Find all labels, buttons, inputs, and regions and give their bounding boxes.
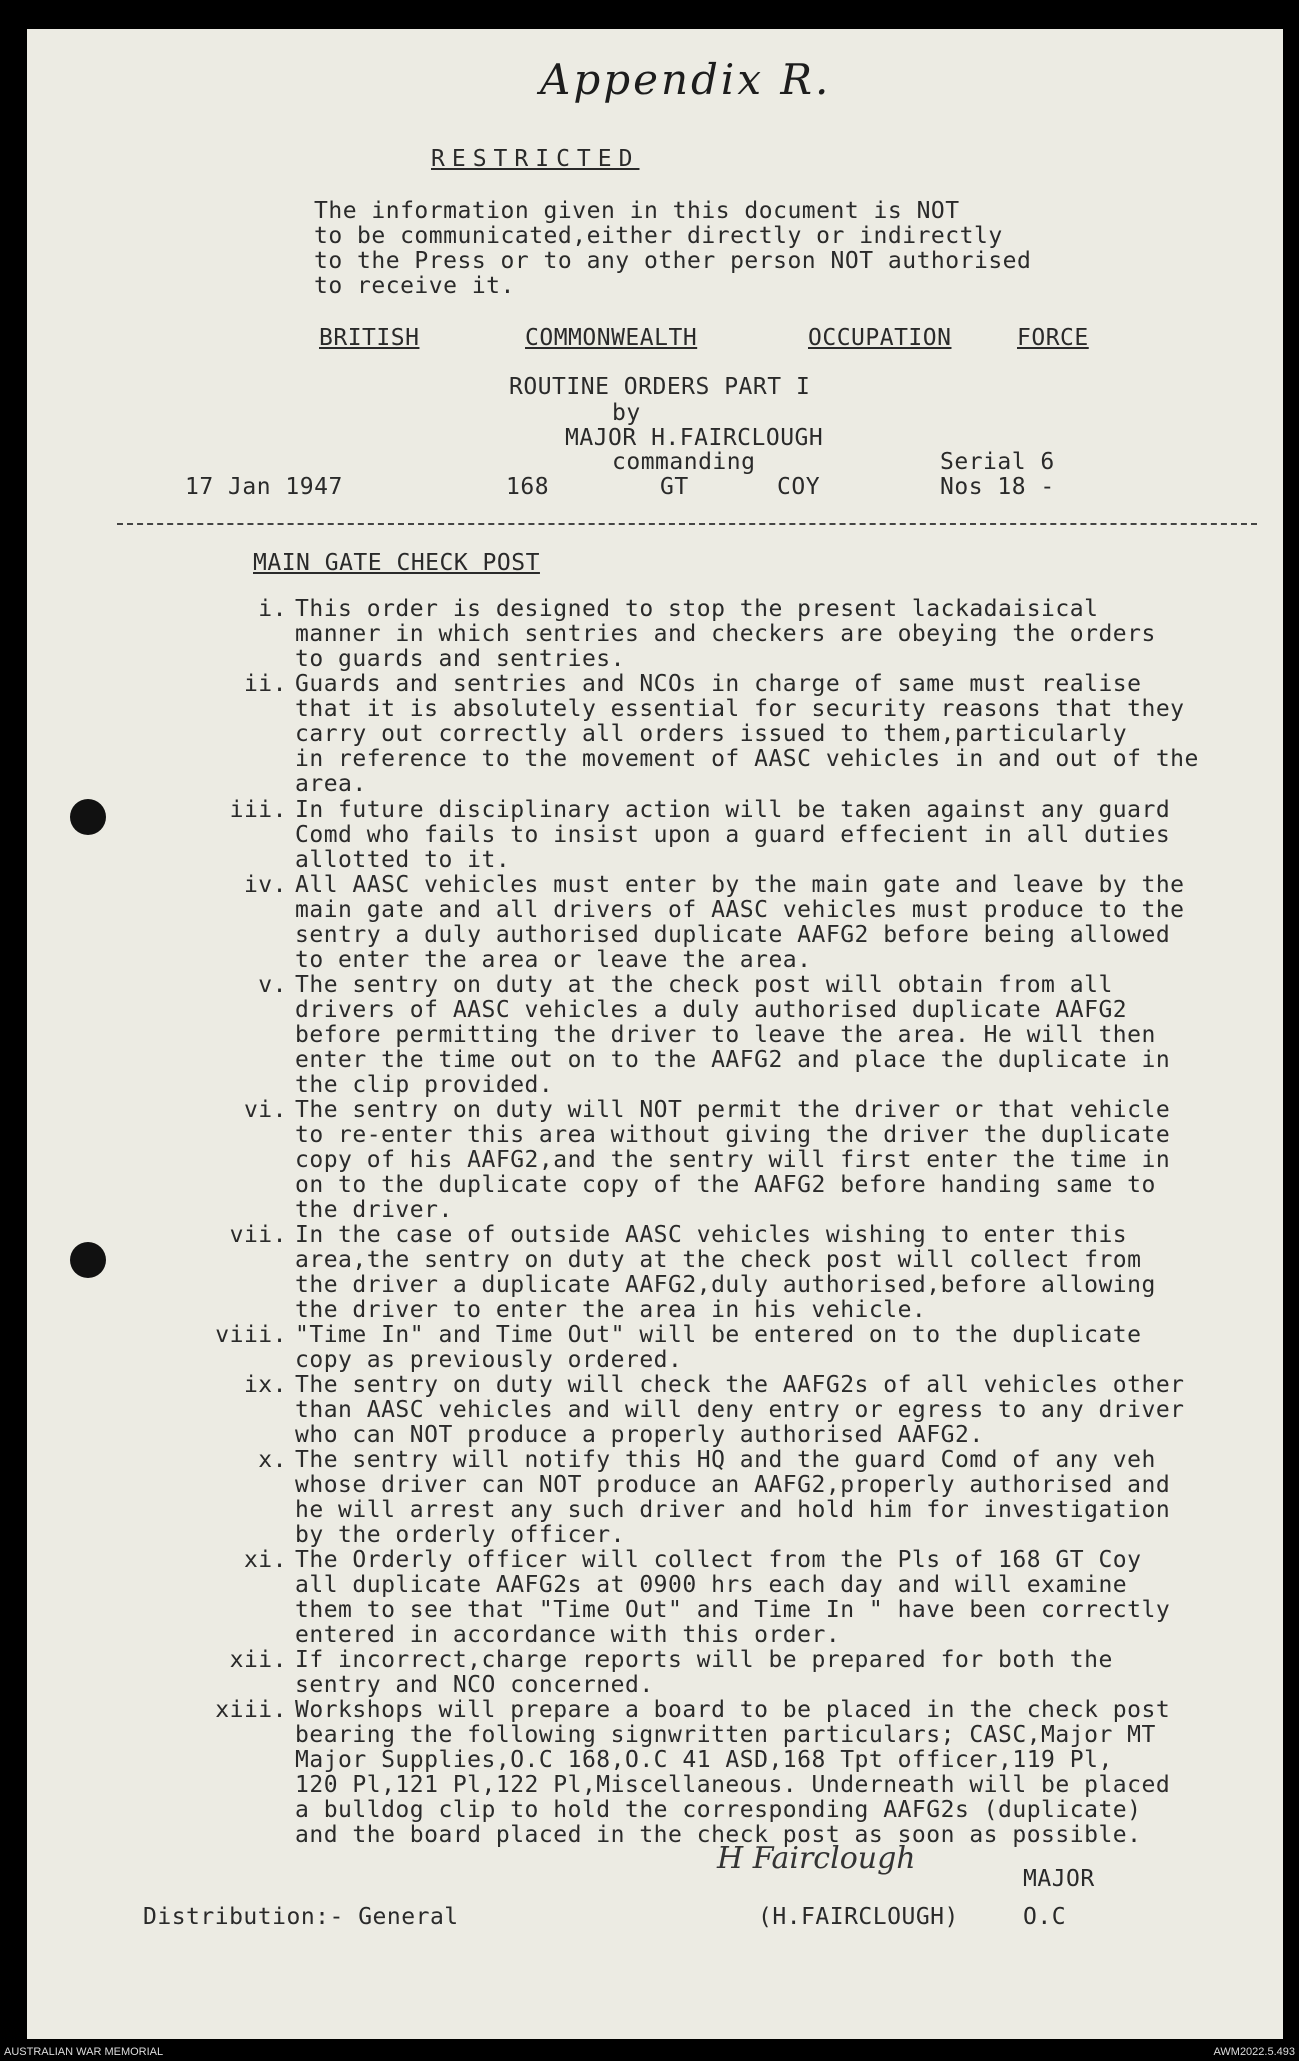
item-text: "Time In" and Time Out" will be entered on to the duplicate copy as previously ordered. (295, 1322, 1142, 1373)
distribution-line: Distribution:- General (143, 1904, 459, 1930)
item-number: xi. (243, 1547, 287, 1573)
item-number: iii. (229, 797, 287, 823)
unit-coy: COY (777, 474, 821, 500)
notice-line-1: The information given in this document is NOT (314, 198, 960, 224)
item-number: iv. (243, 872, 287, 898)
item-text: The sentry on duty will NOT permit the driver or that vehicle to re-enter this area without giving the driver the duplicate copy of his AAFG2,and the sentry will first enter the time in on to the duplicate copy of the AAFG2 before handing same to the driver. (295, 1097, 1171, 1223)
archive-reference: AWM2022.5.493 (1213, 2046, 1295, 2058)
notice-line-2: to be communicated,either directly or indirectly (314, 223, 1003, 249)
force-word-british: BRITISH (319, 325, 420, 351)
item-text: Guards and sentries and NCOs in charge of same must realise that it is absolutely essential for security reasons that they carry out correctly all orders issued to them,particularly in reference to the movement of AASC vehicles in and out of the area. (295, 671, 1199, 797)
item-text: Workshops will prepare a board to be placed in the check post bearing the following signwritten particulars; CASC,Major MT Major Supplies,O.C 168,O.C 41 ASD,168 Tpt officer,119 Pl, 120 Pl,121 Pl,122 Pl,Miscellaneous. Underneath will be placed a bulldog clip to hold the corresponding AAFG2s (duplicate) and the board placed in the check post as soon as possible. (295, 1697, 1171, 1848)
punch-hole-top (70, 799, 106, 835)
archive-credit: AUSTRALIAN WAR MEMORIAL (4, 2046, 164, 2058)
item-number: x. (258, 1447, 287, 1473)
signature-appointment: O.C (1023, 1904, 1067, 1930)
orders-commanding: commanding (612, 449, 756, 475)
header-divider (117, 523, 1257, 525)
orders-officer: MAJOR H.FAIRCLOUGH (565, 425, 824, 451)
document-page (27, 29, 1283, 2039)
item-number: vi. (243, 1097, 287, 1123)
item-number: vii. (229, 1222, 287, 1248)
item-number: xii. (229, 1647, 287, 1673)
item-number: ix. (243, 1372, 287, 1398)
serial-number: Serial 6 (940, 449, 1055, 475)
order-date: 17 Jan 1947 (185, 474, 343, 500)
orders-by: by (612, 400, 641, 426)
signature-name: (H.FAIRCLOUGH) (758, 1904, 959, 1930)
section-title: MAIN GATE CHECK POST (253, 550, 540, 576)
force-word-occupation: OCCUPATION (808, 325, 952, 351)
orders-title: ROUTINE ORDERS PART I (509, 374, 811, 400)
item-text: The sentry will notify this HQ and the guard Comd of any veh whose driver can NOT produce an AAFG2,properly authorised and he will arrest any such driver and hold him for investigation by the orderly officer. (295, 1447, 1171, 1548)
item-number: ii. (243, 671, 287, 697)
item-text: This order is designed to stop the present lackadaisical manner in which sentries and checkers are obeying the orders to guards and sentries. (295, 596, 1156, 672)
unit-number: 168 (506, 474, 550, 500)
item-text: The sentry on duty will check the AAFG2s of all vehicles other than AASC vehicles and will deny entry or egress to any driver who can NOT produce a properly authorised AAFG2. (295, 1372, 1185, 1448)
item-text: In future disciplinary action will be taken against any guard Comd who fails to insist upon a guard effecient in all duties allotted to it. (295, 797, 1171, 873)
force-word-force: FORCE (1017, 325, 1089, 351)
handwritten-signature: H Fairclough (717, 1841, 916, 1876)
item-number: xiii. (215, 1697, 287, 1723)
notice-line-4: to receive it. (314, 273, 515, 299)
item-text: The sentry on duty at the check post will obtain from all drivers of AASC vehicles a duly authorised duplicate AAFG2 before permitting the driver to leave the area. He will then enter the time out on to the AAFG2 and place the duplicate in the clip provided. (295, 972, 1171, 1098)
handwritten-appendix-annotation: Appendix R. (540, 55, 832, 104)
signature-rank: MAJOR (1023, 1866, 1095, 1892)
unit-gt: GT (660, 474, 689, 500)
order-nos: Nos 18 - (940, 474, 1055, 500)
item-text: The Orderly officer will collect from the Pls of 168 GT Coy all duplicate AAFG2s at 0900 hrs each day and will examine them to see that "Time Out" and Time In " have been correctly entered in accordance with this order. (295, 1547, 1171, 1648)
punch-hole-bottom (70, 1242, 106, 1278)
item-text: All AASC vehicles must enter by the main gate and leave by the main gate and all drivers of AASC vehicles must produce to the sentry a duly authorised duplicate AAFG2 before being allowed to enter the area or leave the area. (295, 872, 1185, 973)
notice-line-3: to the Press or to any other person NOT authorised (314, 248, 1032, 274)
force-word-commonwealth: COMMONWEALTH (525, 325, 698, 351)
item-text: If incorrect,charge reports will be prepared for both the sentry and NCO concerned. (295, 1647, 1113, 1698)
item-number: viii. (215, 1322, 287, 1348)
item-number: v. (258, 972, 287, 998)
restricted-heading: RESTRICTED (431, 146, 640, 172)
item-text: In the case of outside AASC vehicles wishing to enter this area,the sentry on duty at the check post will collect from the driver a duplicate AAFG2,duly authorised,before allowing the driver to enter the area in his vehicle. (295, 1222, 1156, 1323)
item-number: i. (258, 596, 287, 622)
